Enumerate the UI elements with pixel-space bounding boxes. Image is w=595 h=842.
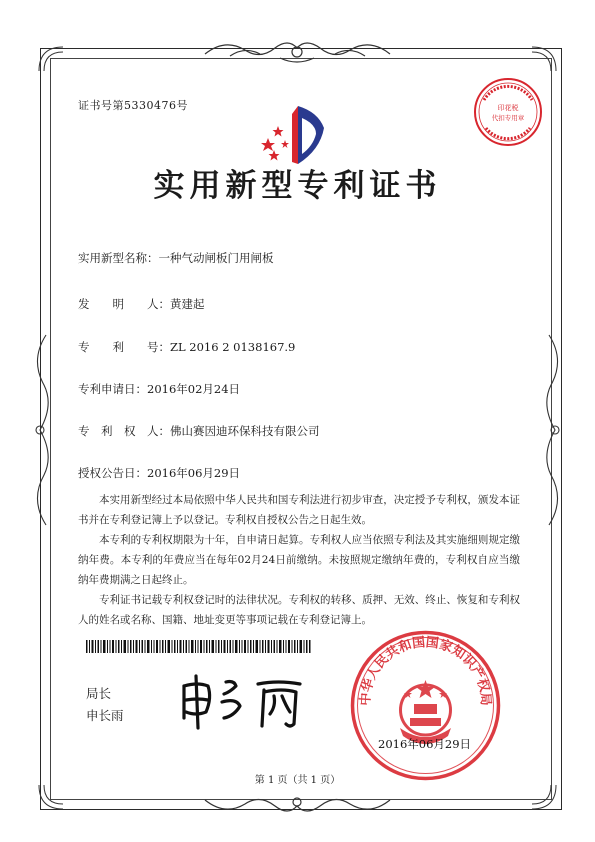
field-label: 专 利 权 人： (78, 424, 170, 438)
field-value: 黄建起 (170, 297, 205, 311)
director-name: 申长雨 (86, 708, 124, 723)
field-label: 专 利 号： (78, 340, 170, 354)
field-announcement-date (78, 465, 240, 481)
body-paragraph: 本专利的专利权期限为十年，自申请日起算。专利权人应当依照专利法及其实施细则规定缴纳年费。本专利的年费应当在每年02月24日前缴纳。未按照规定缴纳年费的，专利权自应当缴纳年费期满之日起终止。 (78, 534, 520, 586)
field-label: 发 明 人： (78, 297, 170, 311)
seal-big-text: 中华人民共和国国家知识产权局 (358, 635, 493, 707)
body-paragraph: 专利证书记载专利权登记时的法律状况。专利权的转移、质押、无效、终止、恢复和专利权人的姓名或名称、国籍、地址变更等事项记载在专利登记簿上。 (78, 594, 520, 626)
patent-office-seal (348, 628, 503, 783)
page-number: 第 1 页（共 1 页） (254, 775, 341, 786)
left-ornament-icon (28, 330, 54, 530)
top-ornament-icon (200, 36, 395, 66)
right-ornament-icon (541, 330, 567, 530)
corner-ornament-icon (529, 44, 559, 74)
field-filing-date (78, 381, 240, 397)
barcode (86, 640, 311, 653)
certificate-body (78, 490, 520, 630)
page-title: 实用新型专利证书 (153, 168, 442, 204)
seal-top-line1: 印花税 (497, 104, 519, 112)
tax-stamp-seal (472, 76, 544, 148)
field-value: 佛山赛因迪环保科技有限公司 (170, 424, 320, 438)
field-patent-number (78, 339, 295, 355)
field-label: 授权公告日： (78, 466, 147, 480)
field-utility-model-name (78, 250, 274, 266)
svg-text:中华人民共和国国家知识产权局 (357, 634, 493, 706)
field-value: 2016年06月29日 (147, 466, 241, 480)
director-signature-icon (178, 672, 308, 730)
certificate-number: 证书号第5330476号 (78, 99, 188, 112)
corner-ornament-icon (36, 782, 66, 812)
field-value: 2016年02月24日 (147, 382, 241, 396)
director-title: 局长 (86, 686, 112, 701)
field-label: 专利申请日： (78, 382, 147, 396)
body-paragraph: 本实用新型经过本局依照中华人民共和国专利法进行初步审查，决定授予专利权，颁发本证书并在专利登记簿上予以登记。专利权自授权公告之日起生效。 (78, 494, 520, 526)
corner-ornament-icon (529, 782, 559, 812)
bottom-ornament-icon (200, 792, 395, 818)
field-value: 一种气动闸板门用闸板 (158, 251, 274, 265)
field-patentee (78, 423, 320, 439)
field-value: ZL 2016 2 0138167.9 (170, 340, 296, 354)
seal-top-line2: 代扣专用章 (491, 114, 525, 122)
field-label: 实用新型名称： (78, 251, 159, 265)
issue-date: 2016年06月29日 (378, 737, 472, 751)
field-inventor (78, 296, 205, 312)
corner-ornament-icon (36, 44, 66, 74)
